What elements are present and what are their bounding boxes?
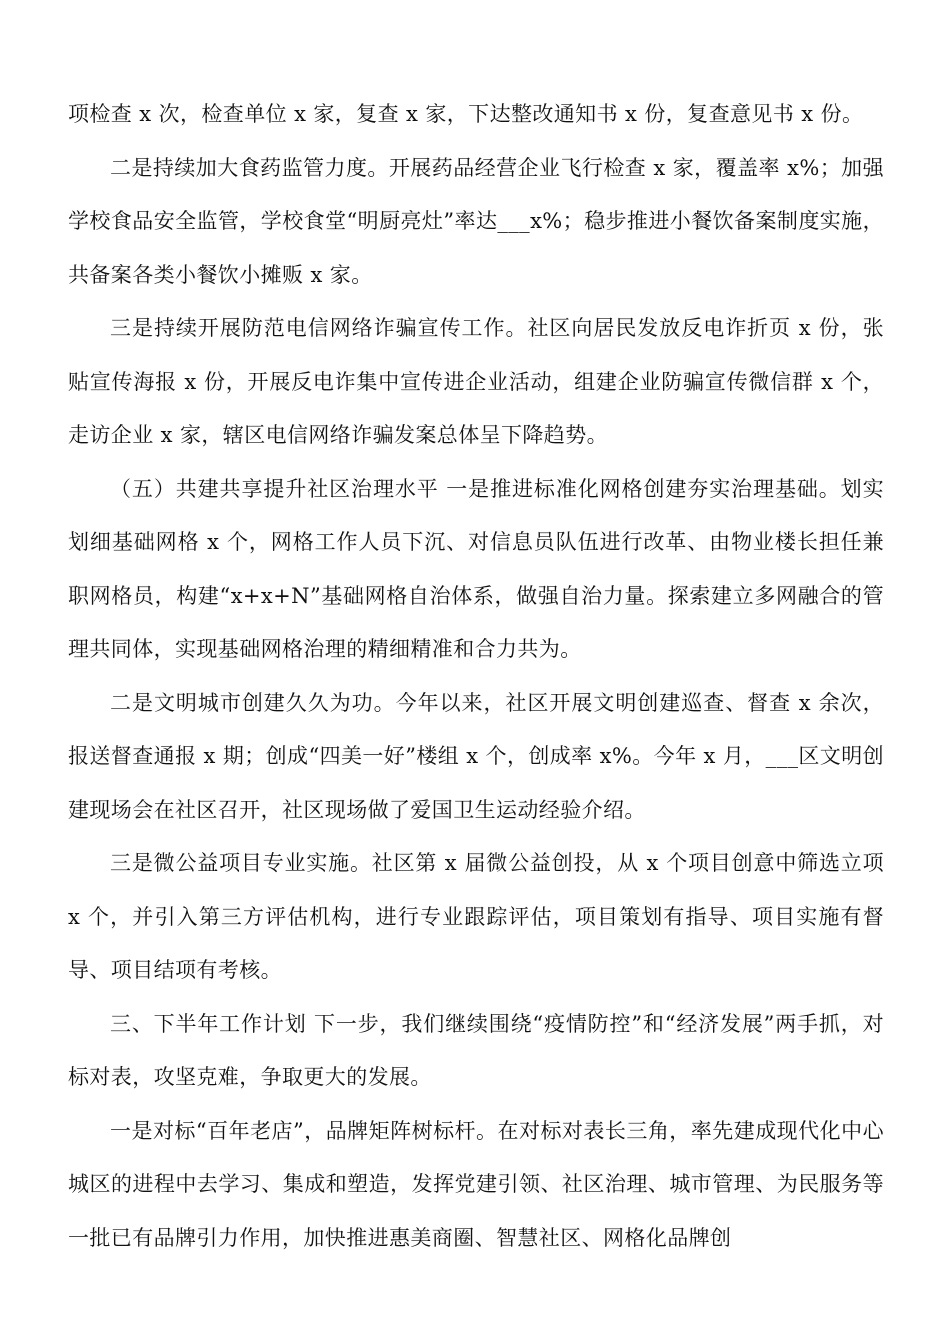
paragraph-food-drug-supervision: 二是持续加大食药监管力度。开展药品经营企业飞行检查 x 家，覆盖率 x%；加强学校食品安全监管，学校食堂“明厨亮灶”率达___x%；稳步推进小餐饮备案制度实施，共备案各类小餐饮小摊贩 x 家。	[68, 155, 884, 287]
paragraph-inspection-continuation: 项检查 x 次，检查单位 x 家，复查 x 家，下达整改通知书 x 份，复查意见书 x 份。	[68, 102, 864, 126]
paragraph-micro-charity: 三是微公益项目专业实施。社区第 x 届微公益创投，从 x 个项目创意中筛选立项 x 个，并引入第三方评估机构，进行专业跟踪评估，项目策划有指导、项目实施有督导、项目结项有考核。	[68, 851, 884, 982]
document-body	[68, 88, 884, 1265]
paragraph-anti-fraud-publicity: 三是持续开展防范电信网络诈骗宣传工作。社区向居民发放反电诈折页 x 份，张贴宣传海报 x 份，开展反电诈集中宣传进企业活动，组建企业防骗宣传微信群 x 个，走访企业 x 家，辖区电信网络诈骗发案总体呈下降趋势。	[68, 316, 884, 447]
paragraph-community-governance: （五）共建共享提升社区治理水平 一是推进标准化网格创建夯实治理基础。划实划细基础网格 x 个，网格工作人员下沉、对信息员队伍进行改革、由物业楼长担任兼职网格员，构建“x+x+N”基础网格自治体系，做强自治力量。探索建立多网融合的管理共同体，实现基础网格治理的精细精准和合力共为。	[68, 476, 884, 661]
paragraph-civilized-city: 二是文明城市创建久久为功。今年以来，社区开展文明创建巡查、督查 x 余次，报送督查通报 x 期；创成“四美一好”楼组 x 个，创成率 x%。今年 x 月，___区文明创建现场会在社区召开，社区现场做了爱国卫生运动经验介绍。	[68, 690, 884, 822]
paragraph-second-half-plan: 三、下半年工作计划 下一步，我们继续围绕“疫情防控”和“经济发展”两手抓，对标对表，攻坚克难，争取更大的发展。	[68, 1011, 884, 1089]
paragraph-brand-benchmark: 一是对标“百年老店”，品牌矩阵树标杆。在对标对表长三角，率先建成现代化中心城区的进程中去学习、集成和塑造，发挥党建引领、社区治理、城市管理、为民服务等一批已有品牌引力作用，加快推进惠美商圈、智慧社区、网格化品牌创	[68, 1118, 884, 1250]
